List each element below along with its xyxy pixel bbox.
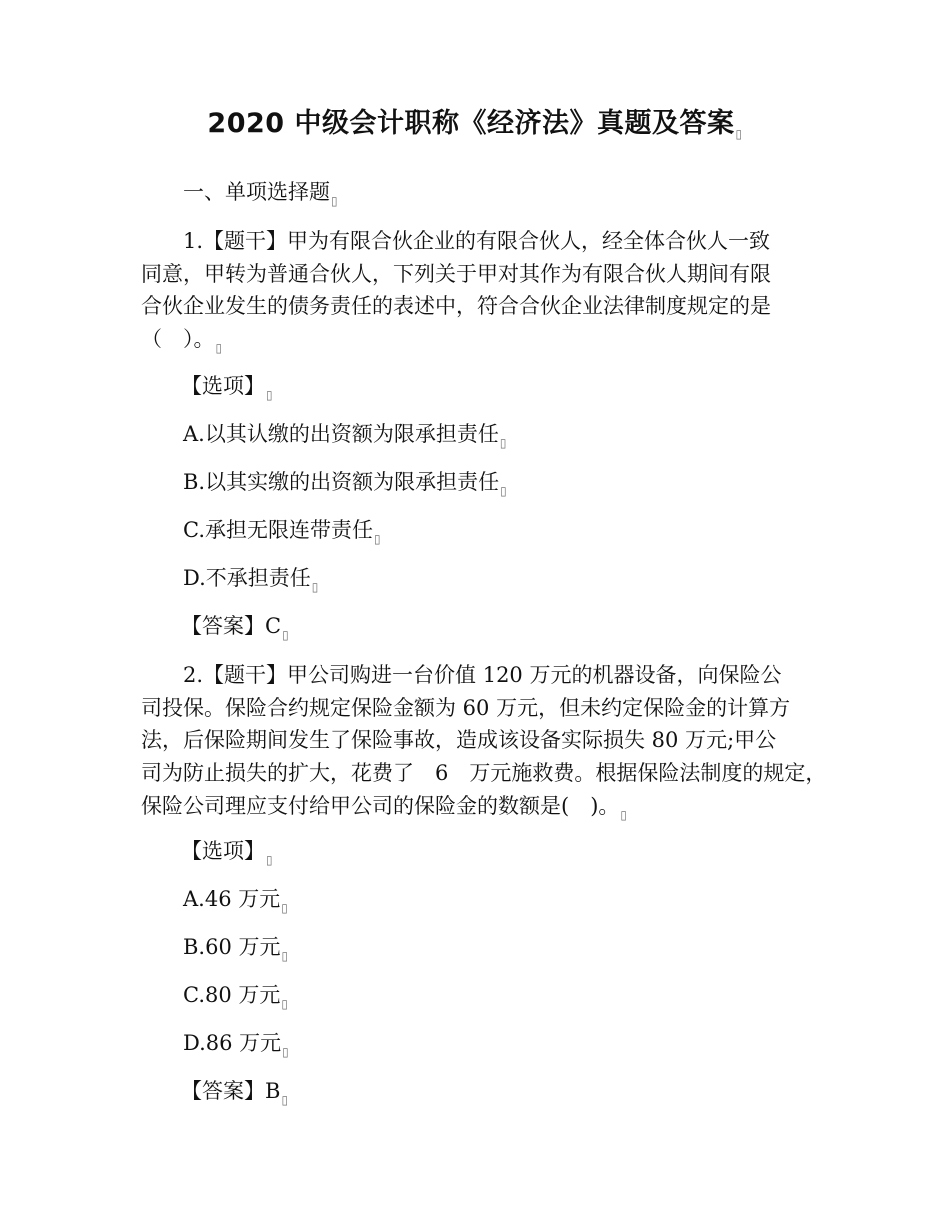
paragraph-mark-icon: ▯	[215, 341, 223, 356]
question-2-options-label: 【选项】$_▯$	[181, 839, 273, 867]
question-1-options-label: 【选项】$_▯$	[181, 374, 273, 402]
paragraph-mark-icon: ▯	[281, 901, 288, 915]
question-line: 2.【题干】甲公司购进一台价值 120 万元的机器设备，向保险公	[183, 663, 782, 687]
paragraph-mark-icon: ▯	[499, 436, 507, 450]
question-line: 司为防止损失的扩大，花费了 6 万元施救费。根据保险法制度的规定，	[141, 761, 827, 786]
question-line: 司投保。保险合约规定保险金额为 60 万元，但未约定保险金的计算方	[141, 695, 791, 720]
question-1-option-b: B.以其实缴的出资额为限承担责任$_▯$	[183, 470, 507, 498]
question-line: 保险公司理应支付给甲公司的保险金的数额是( )。$_▯$	[141, 793, 627, 822]
question-1-stem	[141, 225, 831, 365]
paragraph-mark-icon: ▯	[281, 949, 289, 963]
question-line: 同意，甲转为普通合伙人，下列关于甲对其作为有限合伙人期间有限	[141, 261, 771, 286]
question-2-option-c: C.80 万元$_▯$	[183, 983, 289, 1011]
paragraph-mark-icon: ▯	[311, 580, 319, 594]
paragraph-mark-icon: ▯	[266, 388, 273, 402]
paragraph-mark-icon: ▯	[620, 807, 627, 822]
paragraph-mark-icon: ▯	[331, 194, 338, 208]
question-1-option-c: C.承担无限连带责任$_▯$	[183, 518, 381, 546]
paragraph-mark-icon: ▯	[500, 484, 507, 498]
document-title: 2020 中级会计职称《经济法》真题及答案$_▯$	[207, 108, 743, 141]
question-line: 1.【题干】甲为有限合伙企业的有限合伙人，经全体合伙人一致	[183, 229, 771, 253]
question-1-option-d: D.不承担责任$_▯$	[183, 566, 319, 594]
paragraph-mark-icon: ▯	[282, 1045, 289, 1059]
question-line: 法，后保险期间发生了保险事故，造成该设备实际损失 80 万元;甲公	[141, 728, 777, 753]
paragraph-mark-icon: ▯	[735, 127, 743, 141]
section-heading: 一、单项选择题$_▯$	[183, 180, 338, 208]
paragraph-mark-icon: ▯	[282, 628, 289, 642]
question-2-option-d: D.86 万元$_▯$	[183, 1031, 289, 1059]
question-2-option-b: B.60 万元$_▯$	[183, 935, 289, 963]
question-2-option-a: A.46 万元$_▯$	[183, 887, 288, 915]
paragraph-mark-icon: ▯	[266, 853, 273, 867]
paragraph-mark-icon: ▯	[281, 997, 289, 1011]
question-2-stem	[141, 659, 831, 832]
paragraph-mark-icon: ▯	[281, 1093, 289, 1107]
paragraph-mark-icon: ▯	[374, 532, 381, 546]
question-line: 合伙企业发生的债务责任的表述中，符合合伙企业法律制度规定的是	[141, 294, 771, 319]
question-1-option-a: A.以其认缴的出资额为限承担责任$_▯$	[183, 422, 507, 450]
question-line: （ ）。$_▯$	[141, 327, 223, 356]
question-2-answer: 【答案】$B_▯$	[181, 1079, 289, 1107]
question-1-answer: 【答案】$C_▯$	[181, 614, 289, 642]
